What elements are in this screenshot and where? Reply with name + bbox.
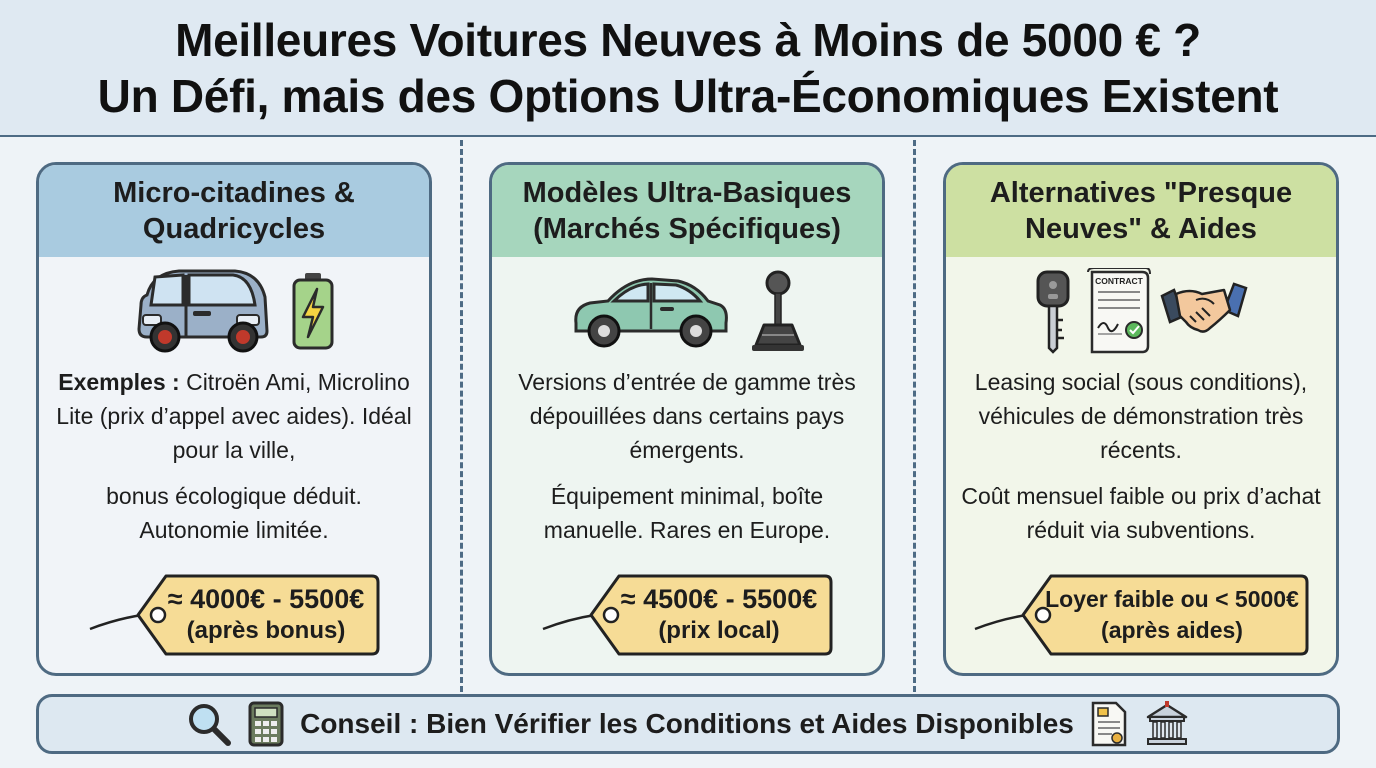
- column-divider-left: [460, 140, 463, 692]
- title-line-1: Meilleures Voitures Neuves à Moins de 5000 € ?: [175, 14, 1201, 66]
- column-divider-right: [913, 140, 916, 692]
- car-key-icon: [1034, 268, 1078, 354]
- card-icons: [492, 257, 882, 365]
- calculator-icon: [248, 701, 284, 747]
- card-paragraph-1: Versions d’entrée de gamme très dépouillées dans certains pays émergents.: [518, 369, 856, 463]
- card-microcars: [36, 162, 432, 676]
- card-icons: [39, 257, 429, 365]
- bank-icon: [1144, 701, 1190, 747]
- card-heading-line-1: Micro-citadines &: [113, 177, 355, 209]
- price-note: (après bonus): [186, 617, 346, 644]
- header-banner: [0, 0, 1376, 137]
- card-description: [946, 365, 1336, 547]
- price-tag: [86, 573, 382, 657]
- card-paragraph-1: Leasing social (sous conditions), véhicules de démonstration très récents.: [974, 369, 1308, 463]
- document-icon: [1090, 700, 1128, 748]
- card-heading: [492, 165, 882, 257]
- card-paragraph-2: Coût mensuel faible ou prix d’achat réduit via subventions.: [961, 483, 1321, 543]
- price-tag: [971, 573, 1311, 657]
- price-range: ≈ 4000€ - 5500€: [167, 584, 365, 614]
- card-ultra-basic: [489, 162, 885, 676]
- price-note: (après aides): [1101, 617, 1243, 643]
- card-heading: [946, 165, 1336, 257]
- card-paragraph-2: Équipement minimal, boîte manuelle. Rares en Europe.: [543, 483, 831, 543]
- contract-label: CONTRACT: [1095, 276, 1143, 286]
- card-description: [39, 365, 429, 547]
- microcar-icon: [133, 265, 273, 357]
- examples-label: Exemples :: [58, 369, 180, 395]
- gear-stick-icon: [750, 269, 806, 353]
- card-heading-line-2: Quadricycles: [142, 213, 326, 245]
- card-icons: [946, 257, 1336, 365]
- title-line-2: Un Défi, mais des Options Ultra-Économiques Existent: [97, 70, 1279, 122]
- price-note: (prix local): [658, 617, 780, 644]
- card-heading-line-1: Modèles Ultra-Basiques: [522, 177, 852, 209]
- card-heading: [39, 165, 429, 257]
- card-alternatives: [943, 162, 1339, 676]
- card-heading-line-2: Neuves" & Aides: [1025, 213, 1257, 245]
- hatchback-car-icon: [568, 271, 732, 351]
- card-heading-line-1: Alternatives "Presque: [989, 177, 1293, 209]
- card-paragraph-1-text: Citroën Ami, Microlino Lite (prix d’appel avec aides). Idéal pour la ville,: [56, 369, 412, 463]
- contract-icon: [1084, 268, 1154, 354]
- card-description: [492, 365, 882, 547]
- price-range: Loyer faible ou < 5000€: [1045, 586, 1299, 612]
- footer-tip: [36, 694, 1340, 754]
- card-paragraph-2: bonus écologique déduit. Autonomie limitée.: [106, 483, 362, 543]
- card-heading-line-2: (Marchés Spécifiques): [533, 213, 841, 245]
- card-paragraph-1: [49, 365, 419, 467]
- price-tag: [539, 573, 835, 657]
- magnifier-icon: [186, 701, 232, 747]
- footer-text: Conseil : Bien Vérifier les Conditions et Aides Disponibles: [300, 708, 1074, 739]
- handshake-icon: [1160, 276, 1248, 346]
- price-range: ≈ 4500€ - 5500€: [620, 584, 818, 614]
- battery-icon: [291, 271, 335, 351]
